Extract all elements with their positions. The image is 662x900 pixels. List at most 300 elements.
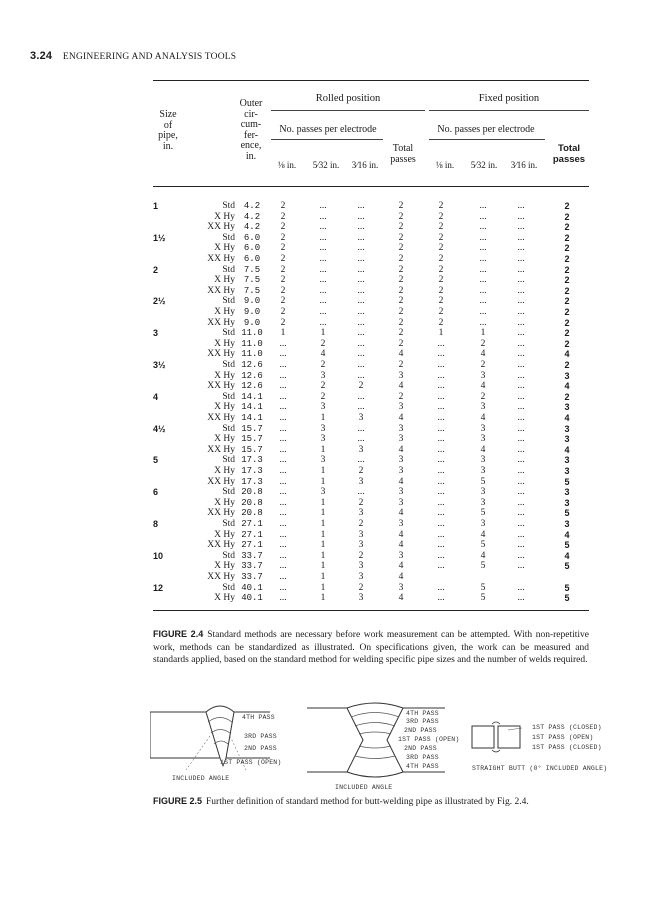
cell-rolled-total: 3 — [398, 466, 404, 476]
cell-circumference: 33.7 — [241, 561, 263, 572]
cell-rolled-3-16: ... — [357, 201, 365, 211]
header-fixed-passes-per-electrode: No. passes per electrode — [437, 124, 535, 135]
double-vee-label-4th-pass-bottom: 4TH PASS — [406, 763, 439, 770]
cell-rolled-1-8: ... — [279, 476, 287, 487]
cell-rolled-total: 4 — [398, 413, 404, 423]
cell-rolled-3-16: ... — [357, 211, 365, 222]
cell-fixed-total: 5 — [564, 593, 570, 604]
table-row — [153, 508, 589, 519]
header-size-line: pipe, — [158, 130, 178, 141]
cell-rolled-5-32: 1 — [320, 508, 326, 519]
double-vee-label-2nd-pass-top: 2ND PASS — [404, 727, 437, 734]
cell-fixed-1-8: 2 — [438, 275, 444, 286]
cell-rolled-3-16: 3 — [358, 540, 364, 551]
cell-rolled-3-16: ... — [357, 402, 365, 413]
cell-rolled-5-32: 3 — [320, 423, 326, 434]
cell-fixed-1-8: ... — [437, 593, 445, 604]
cell-rolled-total: 2 — [398, 285, 404, 296]
cell-schedule: XX Hy — [207, 381, 235, 392]
cell-rolled-1-8: 2 — [280, 211, 286, 222]
cell-rolled-1-8: ... — [279, 381, 287, 392]
cell-fixed-1-8: 2 — [438, 232, 444, 243]
cell-rolled-total: 2 — [398, 391, 404, 402]
cell-rolled-total: 2 — [398, 338, 404, 349]
cell-fixed-total: 4 — [564, 413, 570, 423]
cell-rolled-3-16: ... — [357, 254, 365, 264]
cell-rolled-3-16: ... — [357, 285, 365, 296]
header-rolled-total-passes — [383, 144, 423, 165]
cell-circumference: 40.1 — [241, 582, 263, 593]
header-size-line: in. — [162, 140, 174, 152]
table-row — [153, 349, 589, 360]
cell-rolled-1-8: ... — [279, 391, 287, 402]
cell-rolled-3-16: 3 — [358, 529, 364, 540]
cell-rolled-5-32: ... — [319, 307, 327, 317]
header-fixed-total-passes — [549, 144, 589, 165]
cell-circumference: 20.8 — [241, 497, 263, 508]
header-rolled-position: Rolled position — [315, 93, 381, 104]
cell-fixed-total: 2 — [564, 338, 570, 349]
cell-fixed-3-16: ... — [517, 243, 525, 254]
cell-rolled-1-8: ... — [279, 497, 287, 508]
cell-rolled-1-8: ... — [279, 455, 287, 466]
cell-rolled-5-32: 4 — [320, 349, 326, 360]
table-row — [153, 286, 589, 297]
vee-label-3rd-pass: 3RD PASS — [244, 733, 277, 740]
cell-rolled-3-16: ... — [357, 307, 365, 317]
cell-fixed-3-16: ... — [517, 413, 525, 423]
cell-fixed-5-32: 3 — [480, 423, 486, 434]
cell-rolled-1-8: 2 — [280, 296, 286, 307]
cell-fixed-total: 3 — [564, 466, 570, 476]
cell-circumference: 12.6 — [241, 381, 263, 392]
cell-rolled-3-16: ... — [357, 370, 365, 381]
cell-rolled-1-8: ... — [279, 508, 287, 519]
figure-2-5-caption — [153, 795, 589, 809]
cell-rolled-total: 3 — [398, 519, 404, 529]
cell-circumference: 7.5 — [243, 285, 261, 296]
cell-fixed-3-16: ... — [517, 201, 525, 211]
cell-rolled-3-16: 3 — [358, 444, 364, 455]
cell-schedule: XX Hy — [207, 540, 235, 551]
diagram-double-vee-fixed — [305, 700, 465, 792]
cell-fixed-1-8: ... — [437, 582, 445, 593]
cell-fixed-5-32: 3 — [480, 402, 486, 413]
cell-rolled-1-8: 2 — [280, 264, 286, 275]
table-row — [153, 477, 589, 488]
header-total-line: Total — [392, 143, 414, 154]
cell-fixed-5-32: 3 — [480, 466, 486, 476]
double-vee-label-1st-pass-open: 1ST PASS (OPEN) — [398, 736, 460, 743]
cell-rolled-total: 4 — [398, 508, 404, 519]
table-row — [153, 307, 589, 318]
cell-rolled-1-8: ... — [279, 402, 287, 413]
cell-fixed-total: 5 — [564, 508, 570, 519]
cell-rolled-total: 3 — [398, 370, 404, 381]
cell-rolled-1-8: ... — [279, 487, 287, 498]
running-title: ENGINEERING AND ANALYSIS TOOLS — [62, 52, 237, 62]
cell-fixed-1-8: 2 — [438, 201, 444, 211]
cell-fixed-5-32: ... — [479, 285, 487, 296]
page-number: 3.24 — [30, 50, 53, 62]
cell-rolled-5-32: ... — [319, 264, 327, 275]
figure-2-5-label: FIGURE 2.5 — [153, 796, 203, 806]
cell-fixed-5-32: 2 — [480, 338, 486, 349]
cell-fixed-total: 3 — [564, 455, 570, 466]
cell-rolled-total: 3 — [398, 487, 404, 498]
cell-rolled-3-16: ... — [357, 328, 365, 339]
cell-fixed-5-32: 1 — [480, 328, 486, 339]
cell-fixed-3-16: ... — [517, 508, 525, 519]
cell-rolled-5-32: ... — [319, 317, 327, 328]
cell-fixed-1-8: ... — [437, 391, 445, 402]
cell-circumference: 20.8 — [241, 487, 263, 498]
cell-rolled-5-32: 3 — [320, 434, 326, 445]
cell-fixed-3-16: ... — [517, 391, 525, 402]
cell-fixed-3-16: ... — [517, 264, 525, 275]
cell-rolled-1-8: 2 — [280, 275, 286, 286]
cell-fixed-total: 2 — [564, 391, 570, 402]
header-size-line: of — [163, 119, 173, 131]
cell-rolled-3-16: 3 — [358, 508, 364, 519]
rolled-electrode-rule — [271, 139, 383, 140]
cell-fixed-total: 2 — [564, 285, 570, 296]
cell-schedule: Std — [222, 487, 235, 498]
header-size-line: Size — [159, 109, 177, 120]
cell-rolled-total: 2 — [398, 222, 404, 233]
cell-rolled-1-8: ... — [279, 444, 287, 455]
cell-rolled-3-16: ... — [357, 296, 365, 307]
cell-fixed-3-16: ... — [517, 317, 525, 328]
table-row — [153, 434, 589, 445]
cell-fixed-3-16: ... — [517, 328, 525, 339]
cell-fixed-1-8: ... — [437, 476, 445, 487]
cell-fixed-5-32: ... — [479, 317, 487, 328]
cell-fixed-3-16: ... — [517, 476, 525, 487]
header-outer-line: in. — [245, 150, 257, 162]
cell-size: 2½ — [153, 296, 166, 307]
cell-rolled-1-8: 2 — [280, 317, 286, 328]
cell-rolled-3-16: ... — [357, 434, 365, 445]
table-row — [153, 339, 589, 350]
cell-fixed-total: 4 — [564, 349, 570, 360]
cell-fixed-3-16: ... — [517, 497, 525, 508]
cell-rolled-1-8: ... — [279, 338, 287, 349]
cell-size: 8 — [153, 519, 159, 529]
cell-rolled-1-8: 2 — [280, 222, 286, 233]
cell-rolled-5-32: 2 — [320, 381, 326, 392]
butt-label-1st-pass-closed-bottom: 1ST PASS (CLOSED) — [532, 744, 602, 751]
butt-label-straight-butt: STRAIGHT BUTT (0° INCLUDED ANGLE) — [472, 765, 608, 772]
table-row — [153, 487, 589, 498]
cell-fixed-3-16: ... — [517, 360, 525, 370]
cell-rolled-total: 3 — [398, 434, 404, 445]
cell-fixed-5-32: 3 — [480, 455, 486, 466]
table-row — [153, 593, 589, 604]
cell-rolled-5-32: 1 — [320, 582, 326, 593]
cell-fixed-5-32: 5 — [480, 582, 486, 593]
cell-rolled-1-8: ... — [279, 572, 287, 582]
cell-schedule: XX Hy — [207, 285, 235, 296]
cell-fixed-1-8: ... — [437, 338, 445, 349]
cell-rolled-3-16: ... — [357, 487, 365, 498]
cell-rolled-5-32: 1 — [320, 466, 326, 476]
cell-fixed-5-32: 5 — [480, 540, 486, 551]
table-row — [153, 296, 589, 307]
cell-rolled-3-16: 2 — [358, 497, 364, 508]
cell-fixed-total: 4 — [564, 529, 570, 540]
cell-fixed-5-32: 3 — [480, 370, 486, 381]
header-rolled-electrode-3-16: 3⁄16 in. — [351, 160, 379, 170]
cell-circumference: 12.6 — [241, 370, 263, 381]
cell-rolled-3-16: 3 — [358, 476, 364, 487]
cell-schedule: X Hy — [214, 497, 235, 508]
cell-rolled-5-32: 1 — [320, 444, 326, 455]
cell-fixed-1-8: ... — [437, 360, 445, 370]
cell-fixed-1-8: ... — [437, 487, 445, 498]
cell-schedule: X Hy — [214, 593, 235, 604]
cell-rolled-3-16: ... — [357, 423, 365, 434]
cell-fixed-1-8: ... — [437, 497, 445, 508]
cell-rolled-3-16: ... — [357, 391, 365, 402]
table-top-rule — [153, 80, 589, 81]
cell-fixed-total: 2 — [564, 264, 570, 275]
cell-rolled-3-16: ... — [357, 317, 365, 328]
double-vee-label-4th-pass-top: 4TH PASS — [406, 710, 439, 717]
cell-fixed-total: 3 — [564, 519, 570, 529]
table-row — [153, 540, 589, 551]
cell-circumference: 15.7 — [241, 444, 263, 455]
cell-rolled-5-32: 2 — [320, 391, 326, 402]
table-row — [153, 222, 589, 233]
vee-label-included-angle: INCLUDED ANGLE — [172, 775, 230, 782]
cell-rolled-total: 4 — [398, 572, 404, 582]
cell-fixed-1-8: 2 — [438, 285, 444, 296]
cell-size: 1 — [153, 201, 159, 211]
cell-rolled-5-32: 1 — [320, 529, 326, 540]
header-rolled-passes-per-electrode: No. passes per electrode — [279, 124, 377, 135]
cell-fixed-1-8: 2 — [438, 254, 444, 264]
cell-schedule: X Hy — [214, 275, 235, 286]
cell-fixed-5-32: 4 — [480, 381, 486, 392]
cell-rolled-3-16: ... — [357, 349, 365, 360]
cell-rolled-3-16: ... — [357, 232, 365, 243]
cell-rolled-1-8: ... — [279, 360, 287, 370]
fixed-electrode-rule — [429, 139, 545, 140]
cell-fixed-5-32: 2 — [480, 360, 486, 370]
cell-rolled-3-16: 3 — [358, 593, 364, 604]
cell-circumference: 40.1 — [241, 593, 263, 604]
cell-rolled-1-8: ... — [279, 413, 287, 423]
cell-fixed-1-8: 2 — [438, 317, 444, 328]
cell-rolled-3-16: ... — [357, 243, 365, 254]
cell-size: 3½ — [153, 360, 166, 370]
cell-rolled-5-32: ... — [319, 275, 327, 286]
cell-fixed-3-16: ... — [517, 455, 525, 466]
cell-rolled-total: 2 — [398, 328, 404, 339]
cell-rolled-total: 4 — [398, 529, 404, 540]
cell-fixed-total: 2 — [564, 254, 570, 264]
cell-fixed-1-8: ... — [437, 519, 445, 529]
table-row — [153, 265, 589, 276]
cell-fixed-1-8: 2 — [438, 264, 444, 275]
cell-circumference: 17.3 — [241, 466, 263, 476]
cell-fixed-total: 4 — [564, 444, 570, 455]
double-vee-label-2nd-pass-bottom: 2ND PASS — [404, 745, 437, 752]
cell-circumference: 12.6 — [241, 360, 263, 370]
cell-fixed-total: 2 — [564, 317, 570, 328]
cell-schedule: X Hy — [214, 561, 235, 572]
table-row — [153, 254, 589, 265]
cell-rolled-5-32: 3 — [320, 487, 326, 498]
cell-rolled-total: 2 — [398, 275, 404, 286]
cell-rolled-total: 4 — [398, 540, 404, 551]
table-row — [153, 360, 589, 371]
cell-circumference: 7.5 — [243, 264, 261, 275]
cell-fixed-total: 4 — [564, 381, 570, 392]
cell-rolled-total: 2 — [398, 360, 404, 370]
header-rolled-electrode-5-32: 5⁄32 in. — [312, 160, 340, 170]
table-row — [153, 413, 589, 424]
cell-rolled-5-32: 1 — [320, 540, 326, 551]
running-head — [30, 50, 236, 62]
cell-fixed-5-32: 4 — [480, 550, 486, 561]
cell-schedule: Std — [222, 328, 235, 339]
cell-circumference: 20.8 — [241, 508, 263, 519]
cell-fixed-total: 3 — [564, 402, 570, 413]
cell-fixed-total: 2 — [564, 328, 570, 339]
cell-circumference: 27.1 — [241, 540, 263, 551]
cell-fixed-3-16: ... — [517, 211, 525, 222]
cell-fixed-total: 3 — [564, 497, 570, 508]
cell-fixed-total: 3 — [564, 487, 570, 498]
cell-fixed-5-32: 5 — [480, 476, 486, 487]
cell-fixed-5-32: 4 — [480, 413, 486, 423]
cell-rolled-3-16: 3 — [358, 572, 364, 582]
cell-fixed-total: 2 — [564, 243, 570, 254]
cell-rolled-total: 4 — [398, 593, 404, 604]
vee-label-1st-pass-open: 1ST PASS (OPEN) — [220, 759, 282, 766]
cell-fixed-total: 3 — [564, 370, 570, 381]
cell-fixed-3-16: ... — [517, 254, 525, 264]
cell-fixed-total: 5 — [564, 582, 570, 593]
cell-fixed-3-16: ... — [517, 593, 525, 604]
cell-rolled-5-32: 1 — [320, 328, 326, 339]
table-row — [153, 328, 589, 339]
table-row — [153, 318, 589, 329]
cell-fixed-3-16: ... — [517, 296, 525, 307]
cell-fixed-total: 2 — [564, 275, 570, 286]
cell-circumference: 4.2 — [243, 211, 261, 222]
cell-rolled-total: 2 — [398, 317, 404, 328]
cell-fixed-5-32: ... — [479, 307, 487, 317]
cell-fixed-3-16: ... — [517, 402, 525, 413]
cell-fixed-1-8: 1 — [438, 328, 444, 339]
cell-rolled-1-8: 2 — [280, 201, 286, 211]
cell-fixed-1-8: ... — [437, 349, 445, 360]
cell-schedule: Std — [222, 582, 235, 593]
cell-rolled-3-16: 3 — [358, 413, 364, 423]
cell-size: 12 — [153, 582, 164, 593]
fixed-span-rule — [429, 110, 589, 111]
cell-rolled-total: 4 — [398, 381, 404, 392]
cell-schedule: Std — [222, 550, 235, 561]
cell-circumference: 11.0 — [241, 338, 263, 349]
header-fixed-electrode-3-16: 3⁄16 in. — [510, 160, 538, 170]
cell-rolled-1-8: 2 — [280, 307, 286, 317]
cell-fixed-1-8: 2 — [438, 211, 444, 222]
cell-schedule: X Hy — [214, 466, 235, 476]
cell-schedule: XX Hy — [207, 572, 235, 582]
cell-fixed-3-16: ... — [517, 275, 525, 286]
cell-rolled-5-32: 1 — [320, 572, 326, 582]
cell-fixed-1-8: ... — [437, 402, 445, 413]
cell-circumference: 11.0 — [241, 328, 263, 339]
cell-rolled-3-16: 2 — [358, 466, 364, 476]
cell-rolled-3-16: 2 — [358, 381, 364, 392]
cell-size: 3 — [153, 328, 159, 339]
cell-rolled-total: 3 — [398, 550, 404, 561]
cell-rolled-5-32: 3 — [320, 370, 326, 381]
cell-fixed-3-16: ... — [517, 487, 525, 498]
cell-schedule: Std — [222, 201, 235, 211]
cell-schedule: XX Hy — [207, 508, 235, 519]
cell-rolled-3-16: ... — [357, 360, 365, 370]
cell-fixed-1-8: ... — [437, 466, 445, 476]
cell-fixed-3-16: ... — [517, 561, 525, 572]
cell-circumference: 17.3 — [241, 455, 263, 466]
cell-fixed-total: 3 — [564, 423, 570, 434]
cell-rolled-1-8: ... — [279, 550, 287, 561]
cell-schedule: XX Hy — [207, 317, 235, 328]
cell-schedule: X Hy — [214, 402, 235, 413]
cell-fixed-total: 5 — [564, 561, 570, 572]
cell-fixed-5-32: 4 — [480, 444, 486, 455]
cell-rolled-1-8: ... — [279, 434, 287, 445]
table-row — [153, 201, 589, 212]
header-outer-line: ence, — [240, 140, 262, 151]
cell-rolled-total: 2 — [398, 201, 404, 211]
header-total-line: passes — [390, 153, 416, 165]
diagram-straight-butt — [470, 700, 640, 780]
cell-fixed-3-16: ... — [517, 349, 525, 360]
cell-fixed-5-32: 5 — [480, 593, 486, 604]
cell-circumference: 14.1 — [241, 413, 263, 423]
header-outer-line: Outer — [239, 98, 263, 109]
cell-circumference: 9.0 — [243, 296, 261, 307]
cell-rolled-5-32: 1 — [320, 593, 326, 604]
cell-circumference: 6.0 — [243, 232, 261, 243]
cell-circumference: 9.0 — [243, 317, 261, 328]
cell-fixed-5-32: 5 — [480, 508, 486, 519]
table-row — [153, 381, 589, 392]
cell-fixed-1-8: 2 — [438, 222, 444, 233]
double-vee-label-3rd-pass-bottom: 3RD PASS — [406, 754, 439, 761]
cell-schedule: XX Hy — [207, 254, 235, 264]
table-row — [153, 212, 589, 223]
cell-rolled-3-16: ... — [357, 264, 365, 275]
table-row — [153, 445, 589, 456]
cell-size: 6 — [153, 487, 159, 498]
cell-fixed-1-8: ... — [437, 550, 445, 561]
figure-2-4-text: Standard methods are necessary before work measurement can be attempted. With non-repetitive work, methods can be standardized as illustrated. On specifications given, the work can be measured and standards applied, based on the standard method for welding specific pipe sizes and the number of welds required. — [153, 630, 589, 665]
cell-schedule: X Hy — [214, 434, 235, 445]
table-row — [153, 233, 589, 244]
cell-fixed-3-16: ... — [517, 232, 525, 243]
cell-circumference: 14.1 — [241, 402, 263, 413]
cell-fixed-total: 4 — [564, 550, 570, 561]
cell-rolled-5-32: 1 — [320, 413, 326, 423]
